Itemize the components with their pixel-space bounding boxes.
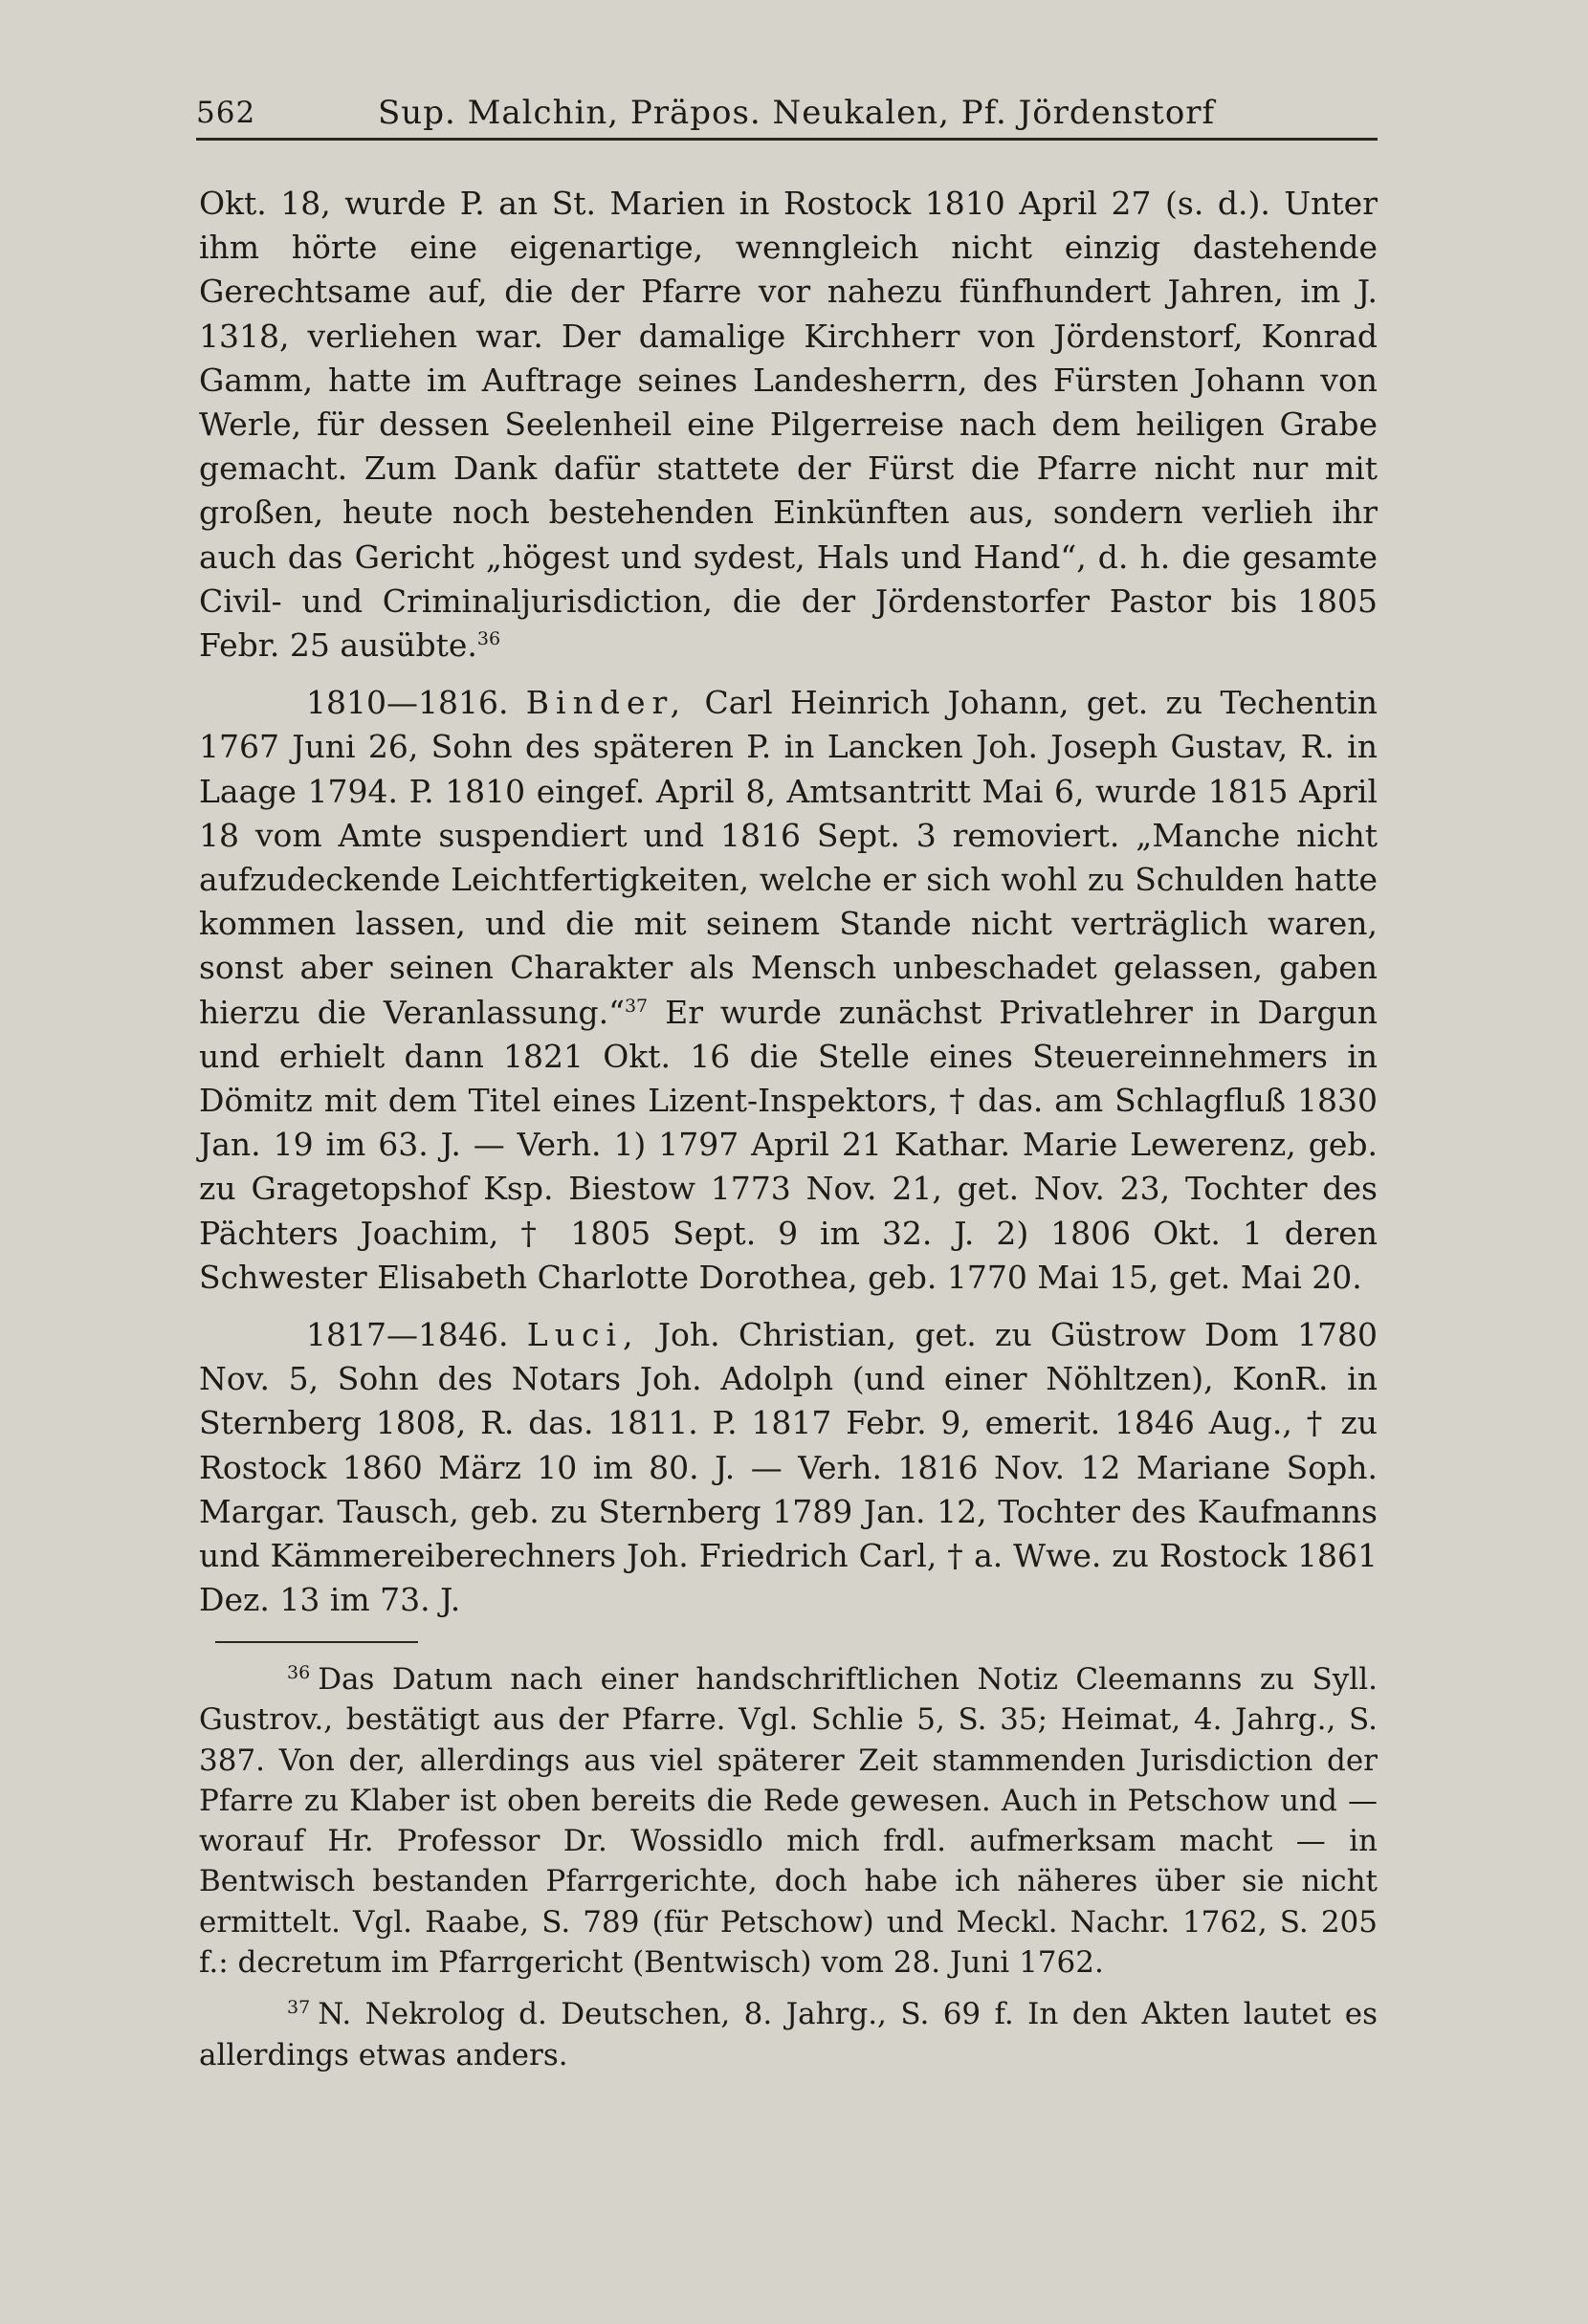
footnote-37 — [199, 1994, 1378, 2075]
footnote-reference: 36 — [476, 628, 501, 650]
footnote-marker: 37 — [287, 1997, 311, 2019]
footnote-separator — [215, 1641, 418, 1643]
entry-years: 1810—1816. — [306, 684, 509, 722]
entry-text-continued: Er wurde zunächst Privatlehrer in Dargun und erhielt dann 1821 Okt. 16 die Stelle eines Steuereinnehmers in Dömitz mit dem Titel eines Lizent-Inspektors, † das. am Schlagfluß 1830 Jan. 19 im 63. J. — Verh. 1) 1797 April 21 Kathar. Marie Lewerenz, geb. zu Gragetopshof Ksp. Biestow 1773 Nov. 21, get. Nov. 23, Tochter des Pächters Joachim, † 1805 Sept. 9 im 32. J. 2) 1806 Okt. 1 deren Schwester Elisabeth Charlotte Dorothea, geb. 1770 Mai 15, get. Mai 20. — [199, 993, 1378, 1296]
footnote-36 — [199, 1659, 1378, 1983]
page-number: 562 — [196, 96, 256, 130]
footnote-text: Das Datum nach einer handschriftlichen Notiz Cleemanns zu Syll. Gustrov., bestätigt aus der Pfarre. Vgl. Schlie 5, S. 35; Heimat, 4. Jahrg., S. 387. Von der, allerdings aus viel späterer Zeit stammenden Jurisdiction der Pfarre zu Klaber ist oben bereits die Rede gewesen. Auch in Petschow und — worauf Hr. Professor Dr. Wossidlo mich frdl. aufmerksam macht — in Bentwisch bestanden Pfarrgerichte, doch habe ich näheres über sie nicht ermittelt. Vgl. Raabe, S. 789 (für Petschow) und Meckl. Nachr. 1762, S. 205 f.: decretum im Pfarrgericht (Bentwisch) vom 28. Juni 1762. — [199, 1662, 1378, 1981]
running-head: Sup. Malchin, Präpos. Neukalen, Pf. Jördenstorf — [378, 94, 1216, 132]
footnote-marker: 36 — [287, 1661, 311, 1683]
main-text — [199, 182, 1378, 1636]
entry-luci — [199, 1313, 1378, 1622]
entry-text: Carl Heinrich Johann, get. zu Techentin 1767 Juni 26, Sohn des späteren P. in Lancken Joh. Joseph Gustav, R. in Laage 1794. P. 1810 eingef. April 8, Amtsantritt Mai 6, wurde 1815 April 18 vom Amte suspendiert und 1816 Sept. 3 removiert. „Manche nicht aufzudeckende Leichtfertigkeiten, welche er sich wohl zu Schulden hatte kommen lassen, und die mit seinem Stande nicht verträglich waren, sonst aber seinen Charakter als Mensch unbeschadet gelassen, gaben hierzu die Veranlassung.“ — [199, 684, 1378, 1031]
footnote-text: N. Nekrolog d. Deutschen, 8. Jahrg., S. 69 f. In den Akten lautet es allerdings etwas anders. — [199, 1997, 1378, 2072]
entry-name: Luci, — [526, 1316, 640, 1354]
paragraph-text: Okt. 18, wurde P. an St. Marien in Rostock 1810 April 27 (s. d.). Unter ihm hörte eine eigenartige, wenngleich nicht einzig dastehende Gerechtsame auf, die der Pfarre vor nahezu fünfhundert Jahren, im J. 1318, verliehen war. Der damalige Kirchherr von Jördenstorf, Konrad Gamm, hatte im Auftrage seines Landesherrn, des Fürsten Johann von Werle, für dessen Seelenheil eine Pilgerreise nach dem heiligen Grabe gemacht. Zum Dank dafür stattete der Fürst die Pfarre nicht nur mit großen, heute noch bestehenden Einkünften aus, sondern verlieh ihr auch das Gericht „högest und sydest, Hals und Hand“, d. h. die gesamte Civil- und Criminaljurisdiction, die der Jördenstorfer Pastor bis 1805 Febr. 25 ausübte. — [199, 185, 1378, 665]
page-header — [196, 92, 1378, 141]
entry-text: Joh. Christian, get. zu Güstrow Dom 1780 Nov. 5, Sohn des Notars Joh. Adolph (und einer Nöhltzen), KonR. in Sternberg 1808, R. das. 1811. P. 1817 Febr. 9, emerit. 1846 Aug., † zu Rostock 1860 März 10 im 80. J. — Verh. 1816 Nov. 12 Mariane Soph. Margar. Tausch, geb. zu Sternberg 1789 Jan. 12, Tochter des Kaufmanns und Kämmereiberechners Joh. Friedrich Carl, † a. Wwe. zu Rostock 1861 Dez. 13 im 73. J. — [199, 1316, 1378, 1619]
footnotes — [199, 1659, 1378, 2087]
entry-years: 1817—1846. — [306, 1316, 509, 1354]
footnote-reference: 37 — [624, 995, 649, 1017]
paragraph-jurisdiction — [199, 182, 1378, 668]
entry-name: Binder, — [525, 684, 688, 722]
entry-binder — [199, 681, 1378, 1300]
